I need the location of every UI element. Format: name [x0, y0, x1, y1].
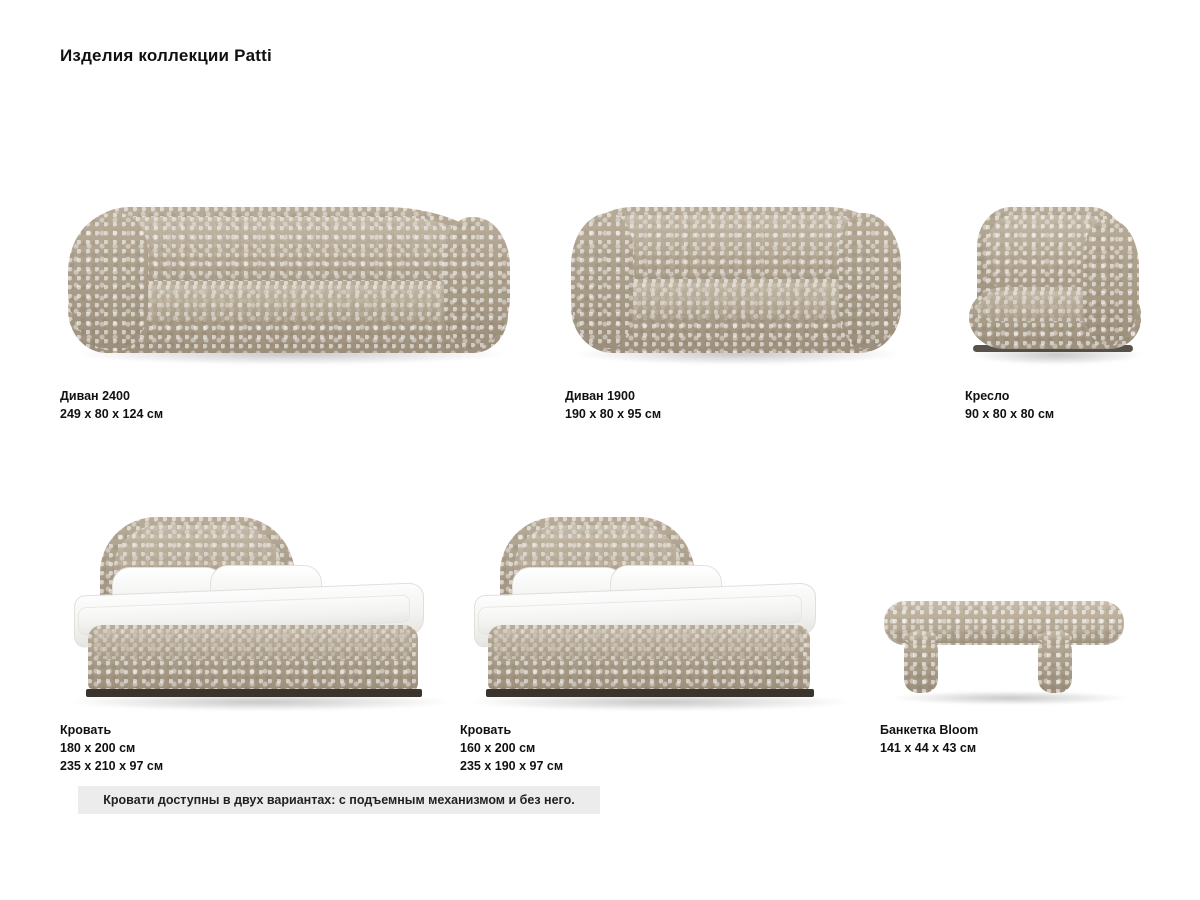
bench-leg-right-cap: [1038, 631, 1072, 645]
product-dimensions-overall: 235 x 210 x 97 см: [60, 759, 164, 773]
product-name: Кресло: [965, 389, 1010, 403]
sofa-right-arm: [444, 217, 510, 349]
page-title: Изделия коллекции Patti: [60, 46, 272, 65]
bed-base-highlight: [494, 629, 804, 659]
product-name: Кровать: [460, 723, 512, 737]
armchair-right-arm: [1083, 219, 1139, 345]
product-card-sofa-2400: [60, 195, 520, 423]
product-card-bed-160: [460, 505, 860, 775]
product-name: Кровать: [60, 723, 112, 737]
product-dimensions: 180 x 200 см: [60, 741, 136, 755]
drop-shadow: [890, 691, 1130, 705]
product-dimensions: 141 x 44 x 43 см: [880, 741, 977, 755]
beds-note-banner: [78, 786, 600, 814]
product-caption: [60, 387, 520, 423]
product-caption: [60, 721, 460, 775]
product-caption: [460, 721, 860, 775]
sofa-right-arm: [839, 213, 901, 349]
product-name: Диван 1900: [565, 389, 635, 403]
beds-note-text: Кровати доступны в двух вариантах: с подъемным механизмом и без него.: [103, 793, 575, 807]
product-caption: [880, 721, 1140, 757]
bed-base-highlight: [94, 629, 412, 659]
bed-plinth: [86, 689, 422, 697]
product-card-bench-bloom: [880, 505, 1140, 757]
sofa-icon: [60, 195, 520, 375]
armchair-icon: [965, 195, 1155, 375]
product-card-sofa-1900: [565, 195, 910, 423]
bed-icon: [60, 505, 460, 705]
sofa-icon: [565, 195, 910, 375]
product-dimensions: 160 x 200 см: [460, 741, 536, 755]
product-name: Банкетка Bloom: [880, 723, 979, 737]
product-dimensions: 90 x 80 x 80 см: [965, 407, 1055, 421]
product-dimensions: 190 x 80 x 95 см: [565, 407, 662, 421]
bed-icon: [460, 505, 860, 705]
product-dimensions: 249 x 80 x 124 см: [60, 407, 164, 421]
sofa-left-arm: [68, 213, 148, 351]
sofa-left-arm: [571, 213, 633, 349]
bed-plinth: [486, 689, 814, 697]
bench-icon: [880, 505, 1140, 705]
bench-leg-left-cap: [904, 631, 938, 645]
product-card-armchair: [965, 195, 1155, 423]
product-caption: [565, 387, 910, 423]
product-dimensions-overall: 235 x 190 x 97 см: [460, 759, 564, 773]
product-caption: [965, 387, 1155, 423]
product-card-bed-180: [60, 505, 460, 775]
product-name: Диван 2400: [60, 389, 130, 403]
